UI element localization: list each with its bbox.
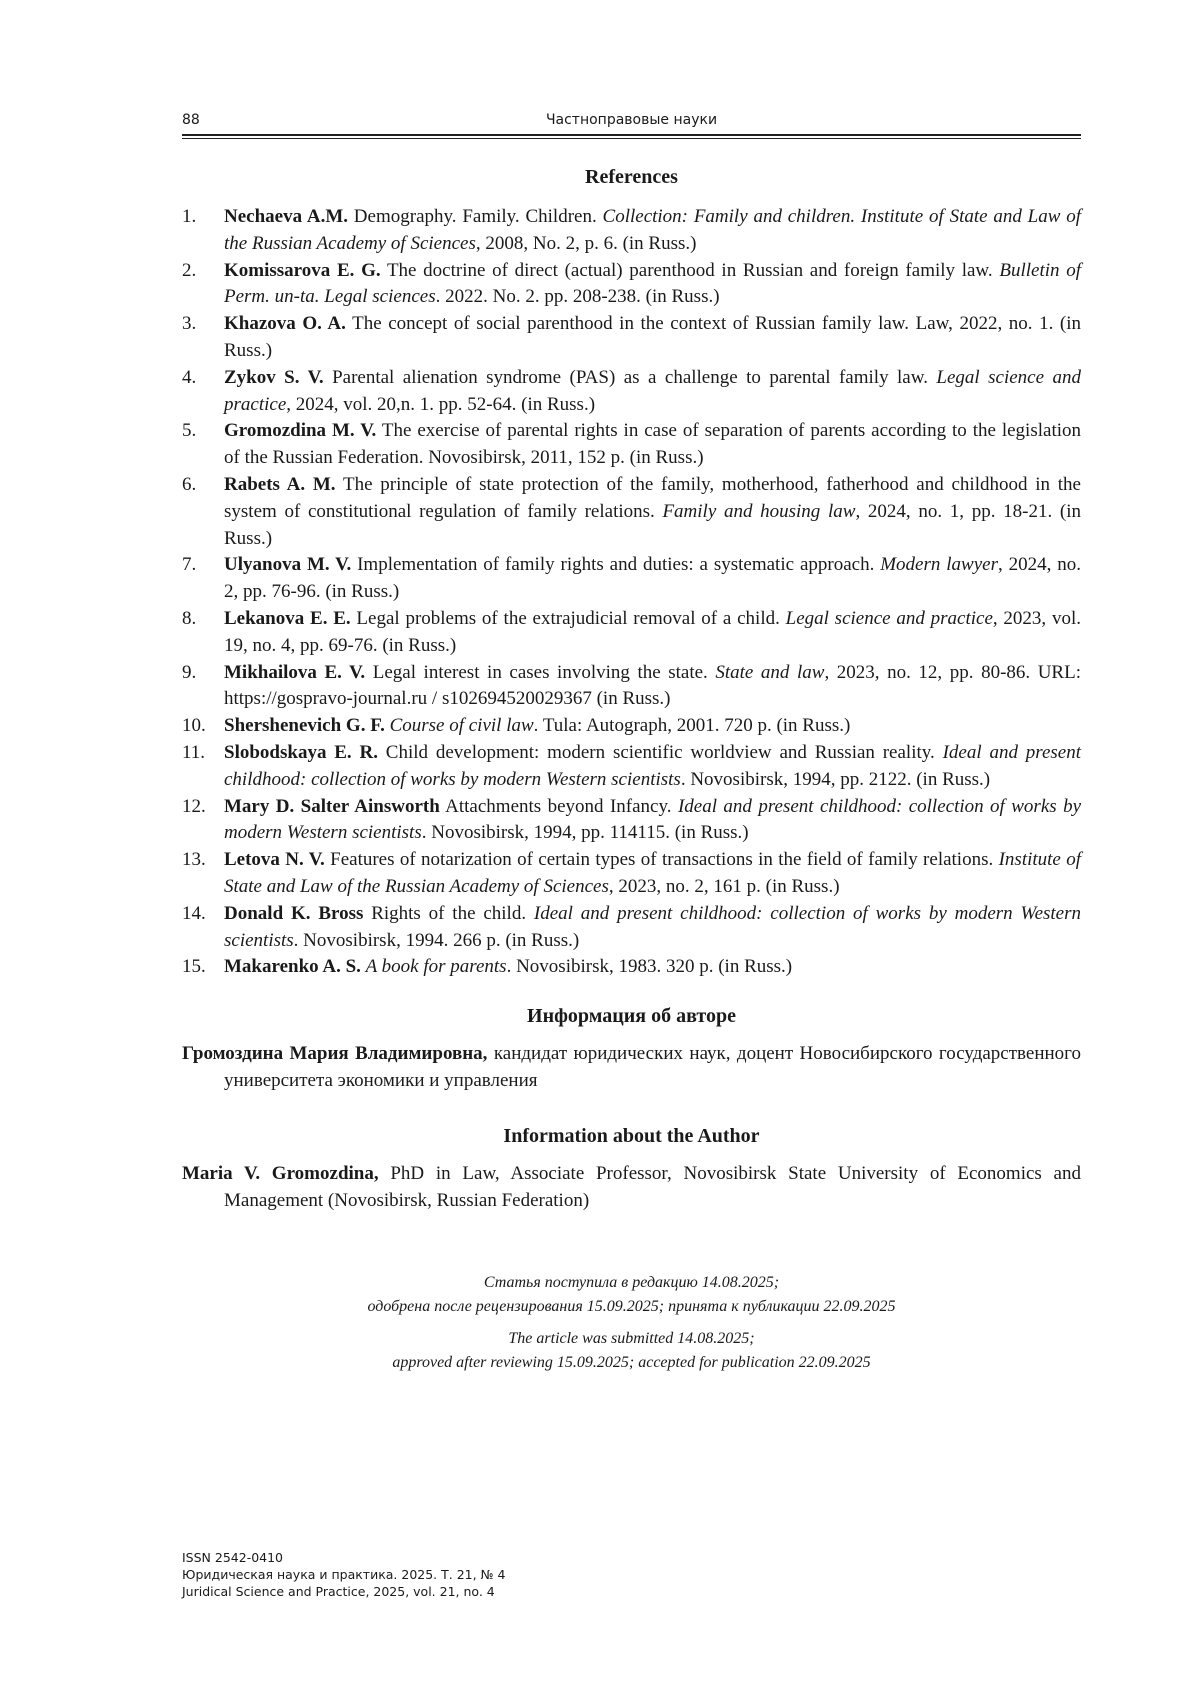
reference-author: Donald K. Bross [224,902,364,924]
running-title: Частноправовые науки [545,112,718,128]
header-rule-thick [182,134,1081,136]
author-details-en: PhD in Law, Associate Professor, Novosibirsk State University of Economics and Management (Novosibirsk, Russian Federation) [224,1163,1081,1211]
reference-source: Family and housing law [662,500,856,522]
reference-tail: . Novosibirsk, 1983. 320 p. (in Russ.) [506,956,793,978]
reference-source: Course of civil law [389,715,534,737]
reference-author: Nechaeva A.M. [224,206,348,227]
reference-source: Collection: Family and children. Institute of State and Law of the Russian Academy of Sciences [224,206,1081,254]
reference-number: 9. [182,661,197,683]
submission-dates-ru [182,1271,1081,1319]
author-name-en: Maria V. Gromozdina, [182,1163,379,1184]
reference-source: Institute of State and Law of the Russian Academy of Sciences [224,849,1081,897]
reference-item [182,365,1081,419]
reference-source: State and law [715,661,825,683]
reference-author: Makarenko A. S. [224,956,361,978]
reference-author: Mikhailova E. V. [224,661,366,683]
reference-number: 5. [182,420,197,442]
reference-item [182,847,1081,901]
author-name-ru: Громоздина Мария Владимировна, [182,1043,488,1064]
reference-item [182,258,1081,312]
reference-item [182,204,1081,258]
reference-tail: , 2008, No. 2, p. 6. (in Russ.) [475,232,697,254]
reference-item [182,954,1081,981]
reference-author: Zykov S. V. [224,366,324,388]
dates-en-line1: The article was submitted 14.08.2025; [508,1330,755,1347]
reference-author: Slobodskaya E. R. [224,741,378,763]
dates-ru-line1: Статья поступила в редакцию 14.08.2025; [483,1274,780,1291]
reference-text: The concept of social parenthood in the context of Russian family law. Law, 2022, no. 1. (in Russ.) [224,313,1082,361]
page-footer [182,1549,782,1600]
reference-number: 7. [182,554,197,576]
author-info-en-title: Information about the Author [503,1125,760,1147]
reference-number: 2. [182,259,197,281]
reference-tail: , 2023, no. 2, 161 p. (in Russ.) [608,875,840,897]
reference-item [182,418,1081,472]
reference-item [182,472,1081,552]
reference-text: The principle of state protection of the family, motherhood, fatherhood and childhood in the system of constitutional regulation of family relations. [224,473,1081,522]
header-rule-thin [182,138,1081,139]
reference-source: Ideal and present childhood: collection of works by modern Western scientists [224,902,1082,951]
footer-journal-ru: Юридическая наука и практика. 2025. Т. 21, № 4 [182,1567,506,1582]
page-number: 88 [182,112,200,128]
reference-number: 14. [182,902,206,924]
reference-text: Demography. Family. Children. [348,206,603,227]
reference-item [182,794,1081,848]
reference-author: Rabets A. M. [224,473,336,495]
reference-text: Features of notarization of certain types of transactions in the field of family relations. [324,849,999,871]
reference-number: 13. [182,849,206,871]
reference-source: Ideal and present childhood: collection of works by modern Western scientists [224,741,1081,790]
reference-tail: . Tula: Autograph, 2001. 720 p. (in Russ.) [533,715,851,737]
references-list [182,204,1081,981]
reference-number: 4. [182,366,197,388]
reference-text: Legal interest in cases involving the state. [365,661,716,683]
reference-author: Gromozdina M. V. [224,420,377,442]
reference-tail: . Novosibirsk, 1994. 266 p. (in Russ.) [293,929,580,951]
reference-text: Legal problems of the extrajudicial removal of a child. [350,607,786,629]
reference-text: Parental alienation syndrome (PAS) as a challenge to parental family law. [323,366,937,388]
author-info-en [182,1160,1081,1214]
reference-author: Khazova O. A. [224,313,346,335]
reference-author: Komissarova E. G. [224,259,381,281]
reference-item [182,901,1081,955]
footer-journal-en: Juridical Science and Practice, 2025, vol. 21, no. 4 [182,1584,495,1599]
reference-source: Legal science and practice [224,366,1081,415]
author-details-ru: кандидат юридических наук, доцент Новосибирского государственного университета экономики и управления [224,1043,1081,1091]
reference-author: Mary D. Salter Ainsworth [224,795,440,817]
references-title: References [585,166,678,188]
reference-source: Modern lawyer [880,554,998,576]
reference-tail: . 2022. No. 2. pp. 208-238. (in Russ.) [435,286,720,308]
reference-number: 3. [182,313,197,335]
reference-text: Implementation of family rights and duties: a systematic approach. [351,554,881,576]
reference-author: Ulyanova M. V. [224,554,352,576]
reference-text: Rights of the child. [363,902,534,924]
reference-item [182,713,1081,740]
reference-source: Ideal and present childhood: collection of works by modern Western scientists [224,795,1082,844]
reference-number: 12. [182,795,206,817]
reference-author: Shershenevich G. F. [224,715,385,737]
reference-author: Lekanova E. E. [224,607,351,629]
reference-item [182,552,1081,606]
reference-tail: , 2024, no. 1, pp. 18-21. (in Russ.) [224,500,1081,549]
reference-tail: , 2023, vol. 19, no. 4, pp. 69-76. (in Russ.) [224,607,1081,656]
dates-en-line2: approved after reviewing 15.09.2025; accepted for publication 22.09.2025 [392,1354,871,1371]
reference-number: 10. [182,715,206,737]
dates-ru-line2: одобрена после рецензирования 15.09.2025; принята к публикации 22.09.2025 [367,1298,896,1315]
reference-source: Legal science and practice [785,607,993,629]
reference-item [182,660,1081,714]
reference-tail: . Novosibirsk, 1994, pp. 2122. (in Russ.) [680,768,991,790]
submission-dates-en [182,1327,1081,1375]
reference-number: 11. [182,741,206,763]
reference-source: A book for parents [365,956,507,978]
reference-number: 6. [182,473,197,495]
reference-source: Bulletin of Perm. un-ta. Legal sciences [224,259,1081,308]
reference-tail: . Novosibirsk, 1994, pp. 114115. (in Russ.) [421,822,749,844]
reference-text: The doctrine of direct (actual) parenthood in Russian and foreign family law. [380,259,1000,281]
reference-number: 1. [182,206,197,227]
author-info-ru [182,1040,1081,1094]
reference-text: The exercise of parental rights in case of separation of parents according to the legislation of the Russian Federation. Novosibirsk, 2011, 152 p. (in Russ.) [224,420,1082,469]
reference-number: 15. [182,956,206,978]
reference-number: 8. [182,607,197,629]
reference-author: Letova N. V. [224,849,325,871]
reference-text: Attachments beyond Infancy. [439,795,678,817]
footer-issn: ISSN 2542-0410 [182,1550,284,1565]
reference-text: Child development: modern scientific worldview and Russian reality. [377,741,943,763]
reference-item [182,311,1081,365]
reference-item [182,740,1081,794]
author-info-ru-title: Информация об авторе [527,1005,736,1027]
reference-tail: , 2023, no. 12, pp. 80-86. URL: https://gospravo-journal.ru / s102694520029367 (in Russ.) [224,661,1081,710]
reference-tail: , 2024, vol. 20,n. 1. pp. 52-64. (in Russ.) [286,393,596,415]
reference-item [182,606,1081,660]
reference-tail: , 2024, no. 2, pp. 76-96. (in Russ.) [224,554,1082,603]
